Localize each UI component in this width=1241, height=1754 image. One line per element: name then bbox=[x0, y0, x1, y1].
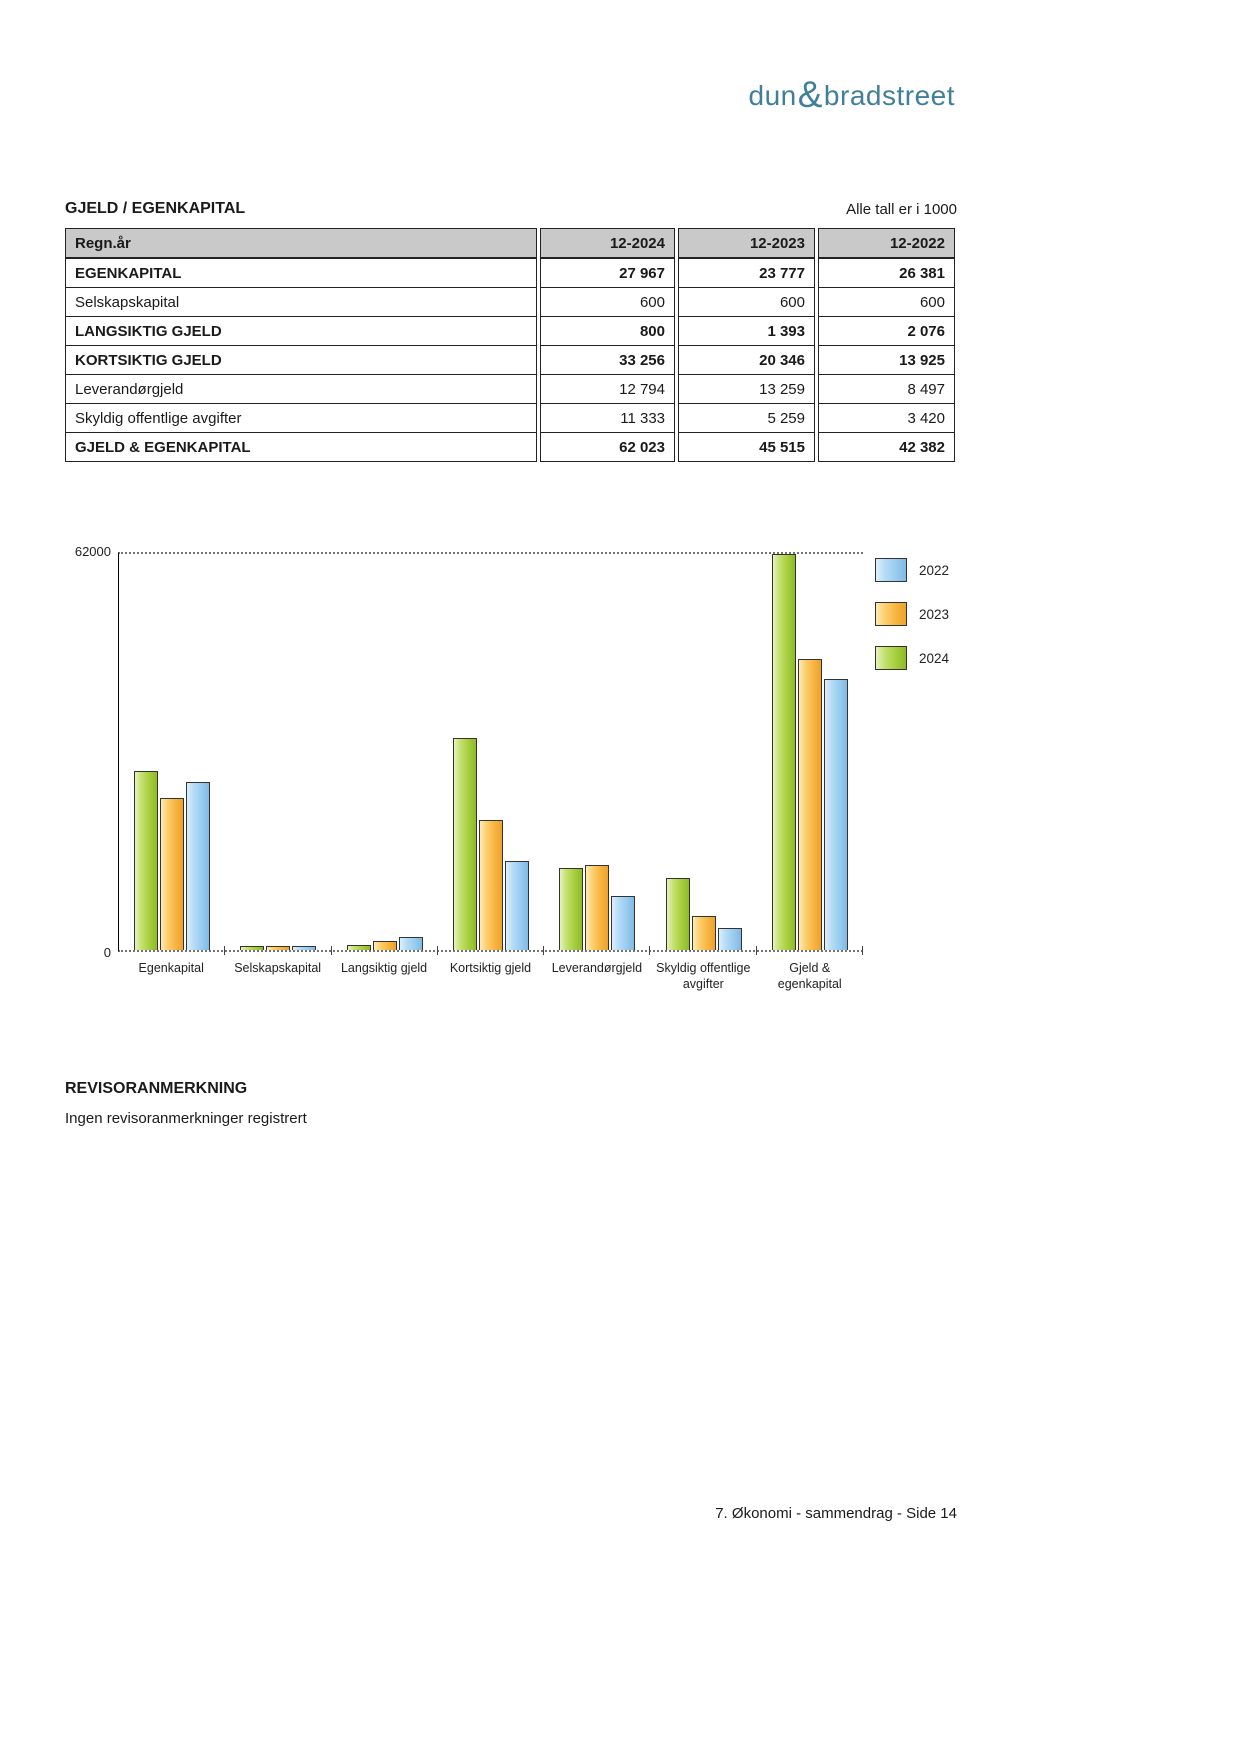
financial-table bbox=[65, 228, 957, 462]
bar-2024 bbox=[666, 878, 690, 950]
auditor-remark-title: REVISORANMERKNING bbox=[65, 1080, 248, 1097]
row-value: 42 382 bbox=[818, 432, 955, 462]
row-value: 13 925 bbox=[818, 345, 955, 375]
bar-2023 bbox=[373, 941, 397, 950]
table-row bbox=[65, 432, 957, 462]
row-value: 600 bbox=[540, 287, 675, 317]
table-row bbox=[65, 316, 957, 346]
table-row bbox=[65, 403, 957, 433]
table-row bbox=[65, 258, 957, 288]
x-axis-tick bbox=[756, 946, 757, 955]
bar-2023 bbox=[160, 798, 184, 950]
logo-ampersand-icon: & bbox=[797, 74, 823, 115]
x-axis-tick bbox=[437, 946, 438, 955]
row-value: 5 259 bbox=[678, 403, 815, 433]
bar-group bbox=[650, 554, 756, 950]
x-axis-tick bbox=[862, 946, 863, 955]
row-label: Selskapskapital bbox=[65, 287, 537, 317]
bar-2023 bbox=[479, 820, 503, 950]
bar-2024 bbox=[559, 868, 583, 950]
row-label: KORTSIKTIG GJELD bbox=[65, 345, 537, 375]
category-label: Skyldig offentlige avgifter bbox=[656, 961, 751, 991]
bar-2022 bbox=[611, 896, 635, 950]
section-title: GJELD / EGENKAPITAL bbox=[65, 200, 246, 217]
bar-2024 bbox=[453, 738, 477, 950]
row-value: 45 515 bbox=[678, 432, 815, 462]
table-row bbox=[65, 374, 957, 404]
column-header-year: 12-2024 bbox=[540, 228, 675, 258]
row-value: 8 497 bbox=[818, 374, 955, 404]
row-label: GJELD & EGENKAPITAL bbox=[65, 432, 537, 462]
row-value: 12 794 bbox=[540, 374, 675, 404]
dun-bradstreet-logo bbox=[65, 72, 955, 114]
bar-group bbox=[757, 554, 863, 950]
financial-table-body bbox=[65, 258, 957, 462]
row-label: Skyldig offentlige avgifter bbox=[65, 403, 537, 433]
section-header bbox=[65, 200, 957, 218]
row-value: 20 346 bbox=[678, 345, 815, 375]
y-axis-min-label: 0 bbox=[103, 945, 111, 960]
column-header-label: Regn.år bbox=[65, 228, 537, 258]
row-value: 62 023 bbox=[540, 432, 675, 462]
category-label: Kortsiktig gjeld bbox=[449, 961, 532, 975]
bar-2023 bbox=[692, 916, 716, 950]
legend-swatch-2023 bbox=[875, 602, 907, 626]
legend-swatch-2024 bbox=[875, 646, 907, 670]
legend-label: 2023 bbox=[919, 606, 950, 622]
legend-entry-2022 bbox=[875, 558, 949, 582]
row-value: 600 bbox=[678, 287, 815, 317]
legend-entry-2024 bbox=[875, 646, 949, 670]
unit-note: Alle tall er i 1000 bbox=[846, 201, 957, 218]
row-value: 11 333 bbox=[540, 403, 675, 433]
category-label: Gjeld & egenkapital bbox=[777, 961, 842, 991]
chart-plot-area bbox=[74, 544, 863, 960]
x-axis-tick bbox=[649, 946, 650, 955]
x-axis-tick bbox=[543, 946, 544, 955]
category-label: Langsiktig gjeld bbox=[340, 961, 428, 975]
bar-2024 bbox=[347, 945, 371, 950]
row-label: Leverandørgjeld bbox=[65, 374, 537, 404]
bar-2022 bbox=[718, 928, 742, 950]
bar-2023 bbox=[798, 659, 822, 950]
chart-legend bbox=[875, 558, 949, 690]
row-value: 33 256 bbox=[540, 345, 675, 375]
x-axis-tick bbox=[224, 946, 225, 955]
category-label: Selskapskapital bbox=[234, 961, 322, 975]
bar-2023 bbox=[585, 865, 609, 950]
row-value: 800 bbox=[540, 316, 675, 346]
row-label: LANGSIKTIG GJELD bbox=[65, 316, 537, 346]
chart-plot bbox=[118, 552, 863, 952]
bar-2022 bbox=[399, 937, 423, 950]
table-row bbox=[65, 287, 957, 317]
row-value: 13 259 bbox=[678, 374, 815, 404]
bar-2023 bbox=[266, 946, 290, 950]
legend-label: 2024 bbox=[919, 650, 950, 666]
bar-group bbox=[438, 554, 544, 950]
row-value: 27 967 bbox=[540, 258, 675, 288]
auditor-remark-text: Ingen revisoranmerkninger registrert bbox=[65, 1110, 307, 1127]
bar-2022 bbox=[292, 946, 316, 950]
column-header-year: 12-2022 bbox=[818, 228, 955, 258]
x-axis-labels bbox=[118, 952, 863, 992]
row-value: 2 076 bbox=[818, 316, 955, 346]
column-header-year: 12-2023 bbox=[678, 228, 815, 258]
bar-2022 bbox=[824, 679, 848, 950]
x-axis-tick bbox=[331, 946, 332, 955]
bar-group bbox=[119, 554, 225, 950]
legend-entry-2023 bbox=[875, 602, 949, 626]
row-value: 23 777 bbox=[678, 258, 815, 288]
bar-2024 bbox=[772, 554, 796, 950]
category-label: Egenkapital bbox=[138, 961, 204, 975]
category-label: Leverandørgjeld bbox=[551, 961, 643, 975]
logo-text-bradstreet: bradstreet bbox=[823, 80, 955, 111]
row-value: 26 381 bbox=[818, 258, 955, 288]
table-row bbox=[65, 345, 957, 375]
legend-label: 2022 bbox=[919, 562, 950, 578]
y-axis-max-label: 62000 bbox=[74, 544, 111, 559]
bar-group bbox=[225, 554, 331, 950]
logo-text-dun: dun bbox=[748, 80, 797, 111]
bar-group bbox=[544, 554, 650, 950]
debt-equity-bar-chart bbox=[65, 544, 1175, 992]
row-value: 600 bbox=[818, 287, 955, 317]
bar-group bbox=[332, 554, 438, 950]
bar-2022 bbox=[186, 782, 210, 950]
bar-2022 bbox=[505, 861, 529, 950]
bar-2024 bbox=[240, 946, 264, 950]
table-header-row bbox=[65, 228, 957, 258]
row-value: 1 393 bbox=[678, 316, 815, 346]
row-label: EGENKAPITAL bbox=[65, 258, 537, 288]
bar-2024 bbox=[134, 771, 158, 950]
row-value: 3 420 bbox=[818, 403, 955, 433]
page-footer: 7. Økonomi - sammendrag - Side 14 bbox=[715, 1505, 957, 1522]
legend-swatch-2022 bbox=[875, 558, 907, 582]
